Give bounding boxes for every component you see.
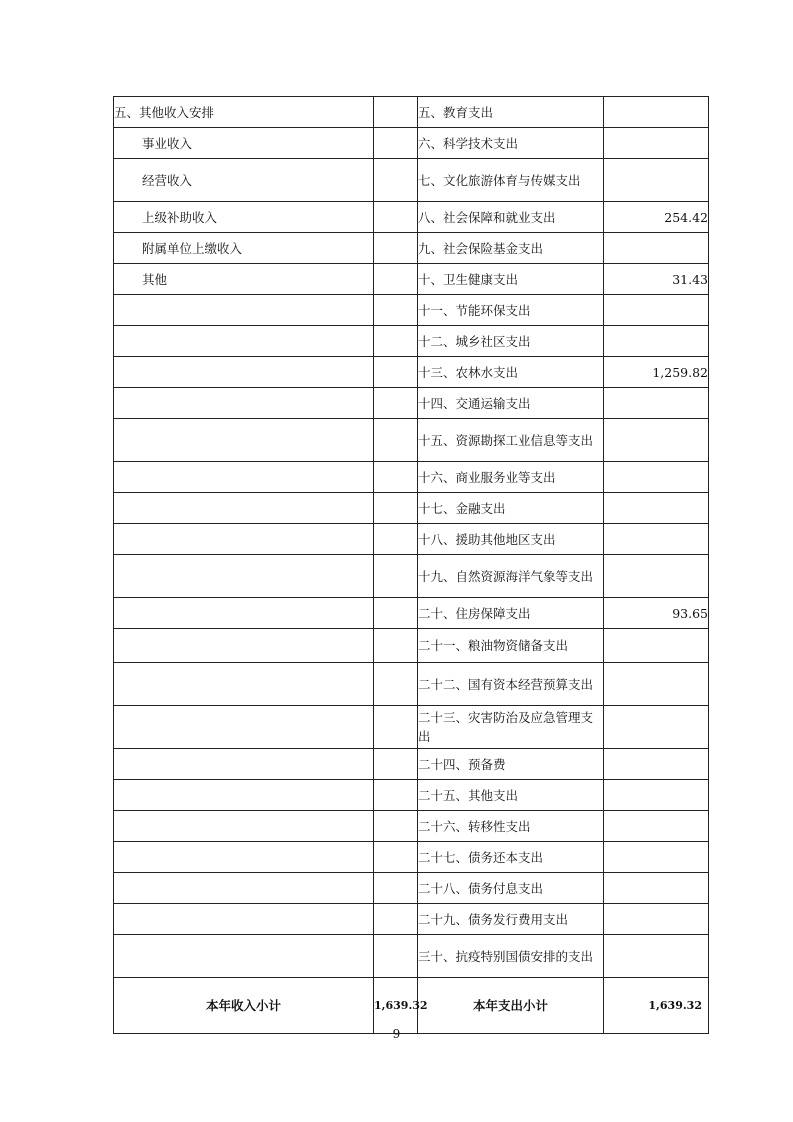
expense-item-value [604,663,709,706]
table-row [114,233,709,264]
income-item-value [374,202,418,233]
income-item-label [114,555,374,598]
expense-item-label: 十四、交通运输支出 [418,388,604,419]
expense-item-label: 十五、资源勘探工业信息等支出 [418,419,604,462]
expense-item-label: 二十一、粮油物资储备支出 [418,629,604,663]
income-subtotal-value: 1,639.32 [374,978,418,1034]
expense-item-value [604,555,709,598]
table-row [114,202,709,233]
income-item-value [374,555,418,598]
expense-item-label: 六、科学技术支出 [418,128,604,159]
expense-item-label: 十二、城乡社区支出 [418,326,604,357]
table-row [114,419,709,462]
income-item-label [114,598,374,629]
income-item-label [114,904,374,935]
expense-item-label: 七、文化旅游体育与传媒支出 [418,159,604,202]
table-row [114,935,709,978]
table-row [114,462,709,493]
income-item-label [114,462,374,493]
expense-item-value [604,873,709,904]
income-item-label [114,706,374,749]
expense-item-value [604,749,709,780]
table-row [114,629,709,663]
income-item-value [374,233,418,264]
income-item-label [114,419,374,462]
income-item-value [374,295,418,326]
income-item-label [114,811,374,842]
income-item-value [374,904,418,935]
expense-item-label: 二十四、预备费 [418,749,604,780]
table-row [114,388,709,419]
income-item-value [374,159,418,202]
income-item-value [374,842,418,873]
income-item-value [374,128,418,159]
income-subtotal-label: 本年收入小计 [114,978,374,1034]
expense-item-label: 二十八、债务付息支出 [418,873,604,904]
table-row [114,873,709,904]
income-item-label [114,388,374,419]
table-row [114,706,709,749]
income-item-value [374,811,418,842]
income-item-label [114,629,374,663]
income-item-value [374,357,418,388]
expense-item-value [604,462,709,493]
table-row [114,295,709,326]
expense-item-value: 31.43 [604,264,709,295]
expense-item-label: 二十、住房保障支出 [418,598,604,629]
expense-item-label: 二十三、灾害防治及应急管理支出 [418,706,604,749]
expense-item-label: 五、教育支出 [418,97,604,128]
expense-item-label: 九、社会保险基金支出 [418,233,604,264]
expense-item-value [604,128,709,159]
expense-item-label: 十、卫生健康支出 [418,264,604,295]
income-item-value [374,749,418,780]
income-item-label [114,524,374,555]
expense-item-label: 十一、节能环保支出 [418,295,604,326]
income-item-label: 经营收入 [114,159,374,202]
expense-item-label: 十九、自然资源海洋气象等支出 [418,555,604,598]
expense-item-value [604,811,709,842]
income-item-label [114,873,374,904]
expense-item-label: 十三、农林水支出 [418,357,604,388]
income-item-value [374,97,418,128]
expense-item-value [604,493,709,524]
table-row [114,598,709,629]
income-item-label [114,935,374,978]
table-row [114,780,709,811]
expense-item-value: 254.42 [604,202,709,233]
expense-item-label: 十六、商业服务业等支出 [418,462,604,493]
table-row [114,663,709,706]
income-item-label [114,749,374,780]
income-item-label [114,780,374,811]
page-number: 9 [392,1027,401,1041]
income-item-value [374,706,418,749]
expense-item-value: 93.65 [604,598,709,629]
income-item-label [114,663,374,706]
budget-table [113,96,709,1034]
income-item-label: 事业收入 [114,128,374,159]
income-item-value [374,663,418,706]
income-item-label [114,842,374,873]
expense-item-value [604,706,709,749]
table-row [114,749,709,780]
expense-item-label: 二十二、国有资本经营预算支出 [418,663,604,706]
income-item-value [374,629,418,663]
totals-row [114,978,709,1034]
income-item-value [374,264,418,295]
table-row [114,128,709,159]
expense-item-value [604,524,709,555]
expense-item-value [604,780,709,811]
expense-item-label: 三十、抗疫特别国债安排的支出 [418,935,604,978]
expense-item-label: 二十七、债务还本支出 [418,842,604,873]
expense-item-label: 二十九、债务发行费用支出 [418,904,604,935]
expense-item-label: 十七、金融支出 [418,493,604,524]
expense-item-value [604,842,709,873]
table-row [114,555,709,598]
table-row [114,159,709,202]
table-row [114,264,709,295]
table-row [114,97,709,128]
table-row [114,904,709,935]
expense-item-value [604,326,709,357]
income-item-label [114,295,374,326]
income-item-label: 五、其他收入安排 [114,97,374,128]
income-item-value [374,462,418,493]
table-row [114,326,709,357]
budget-table-body [114,97,709,1034]
income-item-label: 其他 [114,264,374,295]
income-item-label [114,493,374,524]
expense-item-value [604,629,709,663]
income-item-value [374,419,418,462]
expense-item-label: 十八、援助其他地区支出 [418,524,604,555]
expense-item-label: 八、社会保障和就业支出 [418,202,604,233]
expense-item-value [604,295,709,326]
expense-item-value [604,159,709,202]
expense-item-value [604,419,709,462]
income-item-value [374,598,418,629]
expense-subtotal-value: 1,639.32 [604,978,709,1034]
income-item-value [374,326,418,357]
expense-item-value [604,233,709,264]
table-row [114,493,709,524]
expense-subtotal-label: 本年支出小计 [418,978,604,1034]
income-item-value [374,780,418,811]
table-row [114,842,709,873]
table-row [114,524,709,555]
income-item-value [374,493,418,524]
income-item-value [374,524,418,555]
expense-item-value [604,935,709,978]
expense-item-value [604,388,709,419]
table-row [114,357,709,388]
income-item-label: 附属单位上缴收入 [114,233,374,264]
expense-item-value [604,904,709,935]
income-item-value [374,873,418,904]
expense-item-label: 二十六、转移性支出 [418,811,604,842]
expense-item-label: 二十五、其他支出 [418,780,604,811]
expense-item-value [604,97,709,128]
income-item-value [374,935,418,978]
income-item-label [114,357,374,388]
table-row [114,811,709,842]
expense-item-value: 1,259.82 [604,357,709,388]
income-item-label [114,326,374,357]
income-item-value [374,388,418,419]
income-item-label: 上级补助收入 [114,202,374,233]
